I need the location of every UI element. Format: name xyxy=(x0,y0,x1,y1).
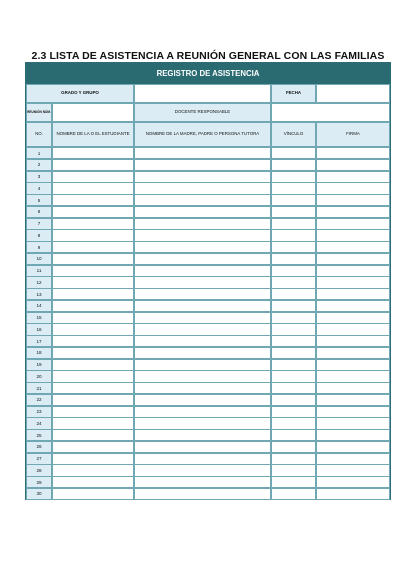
firma-field[interactable] xyxy=(316,417,390,429)
student-name-field[interactable] xyxy=(52,229,134,241)
firma-field[interactable] xyxy=(316,488,390,500)
vinculo-field[interactable] xyxy=(271,323,316,335)
tutor-name-field[interactable] xyxy=(134,171,271,183)
tutor-name-field[interactable] xyxy=(134,182,271,194)
tutor-name-field[interactable] xyxy=(134,265,271,277)
firma-field[interactable] xyxy=(316,265,390,277)
tutor-name-field[interactable] xyxy=(134,194,271,206)
vinculo-field[interactable] xyxy=(271,417,316,429)
vinculo-field[interactable] xyxy=(271,441,316,453)
student-name-field[interactable] xyxy=(52,288,134,300)
tutor-name-field[interactable] xyxy=(134,312,271,324)
row-number: 6 xyxy=(26,206,52,218)
row-number: 25 xyxy=(26,429,52,441)
tutor-name-field[interactable] xyxy=(134,359,271,371)
docente-label: DOCENTE RESPONSABLE xyxy=(134,103,271,122)
tutor-name-field[interactable] xyxy=(134,241,271,253)
firma-field[interactable] xyxy=(316,159,390,171)
firma-field[interactable] xyxy=(316,218,390,230)
reunion-label: REUNIÓN NÚM. xyxy=(26,103,52,122)
grado-grupo-field[interactable] xyxy=(134,84,271,103)
student-name-field[interactable] xyxy=(52,453,134,465)
vinculo-field[interactable] xyxy=(271,359,316,371)
vinculo-field[interactable] xyxy=(271,147,316,159)
student-name-field[interactable] xyxy=(52,347,134,359)
row-number: 17 xyxy=(26,335,52,347)
vinculo-field[interactable] xyxy=(271,159,316,171)
row-number: 29 xyxy=(26,476,52,488)
header-firma: FIRMA xyxy=(316,122,390,147)
tutor-name-field[interactable] xyxy=(134,441,271,453)
row-number: 28 xyxy=(26,464,52,476)
row-number: 7 xyxy=(26,218,52,230)
tutor-name-field[interactable] xyxy=(134,147,271,159)
header-tutor: NOMBRE DE LA MADRE, PADRE O PERSONA TUTORA xyxy=(134,122,271,147)
reunion-field[interactable] xyxy=(52,103,134,122)
student-name-field[interactable] xyxy=(52,488,134,500)
firma-field[interactable] xyxy=(316,359,390,371)
row-number: 11 xyxy=(26,265,52,277)
row-number: 10 xyxy=(26,253,52,265)
row-number: 26 xyxy=(26,441,52,453)
fecha-field[interactable] xyxy=(316,84,390,103)
firma-field[interactable] xyxy=(316,276,390,288)
firma-field[interactable] xyxy=(316,206,390,218)
vinculo-field[interactable] xyxy=(271,288,316,300)
tutor-name-field[interactable] xyxy=(134,229,271,241)
firma-field[interactable] xyxy=(316,229,390,241)
firma-field[interactable] xyxy=(316,312,390,324)
tutor-name-field[interactable] xyxy=(134,464,271,476)
vinculo-field[interactable] xyxy=(271,370,316,382)
header-vinculo: VÍNCULO xyxy=(271,122,316,147)
row-number: 5 xyxy=(26,194,52,206)
student-name-field[interactable] xyxy=(52,206,134,218)
row-number: 24 xyxy=(26,417,52,429)
firma-field[interactable] xyxy=(316,171,390,183)
firma-field[interactable] xyxy=(316,241,390,253)
student-name-field[interactable] xyxy=(52,218,134,230)
row-number: 3 xyxy=(26,171,52,183)
firma-field[interactable] xyxy=(316,382,390,394)
vinculo-field[interactable] xyxy=(271,312,316,324)
student-name-field[interactable] xyxy=(52,323,134,335)
row-number: 14 xyxy=(26,300,52,312)
student-name-field[interactable] xyxy=(52,417,134,429)
firma-field[interactable] xyxy=(316,182,390,194)
student-name-field[interactable] xyxy=(52,406,134,418)
student-name-field[interactable] xyxy=(52,147,134,159)
student-name-field[interactable] xyxy=(52,276,134,288)
row-number: 21 xyxy=(26,382,52,394)
vinculo-field[interactable] xyxy=(271,476,316,488)
vinculo-field[interactable] xyxy=(271,182,316,194)
student-name-field[interactable] xyxy=(52,429,134,441)
vinculo-field[interactable] xyxy=(271,347,316,359)
row-number: 18 xyxy=(26,347,52,359)
firma-field[interactable] xyxy=(316,441,390,453)
student-name-field[interactable] xyxy=(52,441,134,453)
tutor-name-field[interactable] xyxy=(134,382,271,394)
firma-field[interactable] xyxy=(316,394,390,406)
firma-field[interactable] xyxy=(316,370,390,382)
tutor-name-field[interactable] xyxy=(134,218,271,230)
vinculo-field[interactable] xyxy=(271,229,316,241)
row-number: 12 xyxy=(26,276,52,288)
header-no: NO. xyxy=(26,122,52,147)
firma-field[interactable] xyxy=(316,288,390,300)
vinculo-field[interactable] xyxy=(271,464,316,476)
vinculo-field[interactable] xyxy=(271,394,316,406)
registro-banner: REGISTRO DE ASISTENCIA xyxy=(26,63,390,84)
tutor-name-field[interactable] xyxy=(134,206,271,218)
student-name-field[interactable] xyxy=(52,370,134,382)
vinculo-field[interactable] xyxy=(271,335,316,347)
row-number: 8 xyxy=(26,229,52,241)
firma-field[interactable] xyxy=(316,429,390,441)
vinculo-field[interactable] xyxy=(271,171,316,183)
vinculo-field[interactable] xyxy=(271,406,316,418)
student-name-field[interactable] xyxy=(52,159,134,171)
vinculo-field[interactable] xyxy=(271,218,316,230)
row-number: 20 xyxy=(26,370,52,382)
firma-field[interactable] xyxy=(316,300,390,312)
firma-field[interactable] xyxy=(316,335,390,347)
row-number: 2 xyxy=(26,159,52,171)
tutor-name-field[interactable] xyxy=(134,370,271,382)
student-name-field[interactable] xyxy=(52,464,134,476)
vinculo-field[interactable] xyxy=(271,265,316,277)
row-number: 30 xyxy=(26,488,52,500)
firma-field[interactable] xyxy=(316,253,390,265)
tutor-name-field[interactable] xyxy=(134,300,271,312)
student-name-field[interactable] xyxy=(52,476,134,488)
firma-field[interactable] xyxy=(316,347,390,359)
vinculo-field[interactable] xyxy=(271,300,316,312)
tutor-name-field[interactable] xyxy=(134,276,271,288)
student-name-field[interactable] xyxy=(52,253,134,265)
firma-field[interactable] xyxy=(316,476,390,488)
vinculo-field[interactable] xyxy=(271,429,316,441)
row-number: 22 xyxy=(26,394,52,406)
document-title: 2.3 LISTA DE ASISTENCIA A REUNIÓN GENERAL CON LAS FAMILIAS xyxy=(31,50,385,62)
tutor-name-field[interactable] xyxy=(134,476,271,488)
row-number: 27 xyxy=(26,453,52,465)
student-name-field[interactable] xyxy=(52,335,134,347)
student-name-field[interactable] xyxy=(52,194,134,206)
header-estudiante: NOMBRE DE LA O EL ESTUDIANTE xyxy=(52,122,134,147)
tutor-name-field[interactable] xyxy=(134,347,271,359)
tutor-name-field[interactable] xyxy=(134,429,271,441)
firma-field[interactable] xyxy=(316,147,390,159)
vinculo-field[interactable] xyxy=(271,241,316,253)
firma-field[interactable] xyxy=(316,194,390,206)
student-name-field[interactable] xyxy=(52,265,134,277)
vinculo-field[interactable] xyxy=(271,206,316,218)
vinculo-field[interactable] xyxy=(271,453,316,465)
fecha-label: FECHA xyxy=(271,84,316,103)
tutor-name-field[interactable] xyxy=(134,488,271,500)
student-name-field[interactable] xyxy=(52,312,134,324)
vinculo-field[interactable] xyxy=(271,276,316,288)
student-name-field[interactable] xyxy=(52,182,134,194)
row-number: 19 xyxy=(26,359,52,371)
row-number: 1 xyxy=(26,147,52,159)
row-number: 9 xyxy=(26,241,52,253)
student-name-field[interactable] xyxy=(52,300,134,312)
firma-field[interactable] xyxy=(316,323,390,335)
row-number: 13 xyxy=(26,288,52,300)
docente-field[interactable] xyxy=(271,103,390,122)
vinculo-field[interactable] xyxy=(271,382,316,394)
attendance-sheet xyxy=(25,62,391,500)
vinculo-field[interactable] xyxy=(271,488,316,500)
tutor-name-field[interactable] xyxy=(134,394,271,406)
row-number: 23 xyxy=(26,406,52,418)
student-name-field[interactable] xyxy=(52,394,134,406)
tutor-name-field[interactable] xyxy=(134,288,271,300)
row-number: 15 xyxy=(26,312,52,324)
tutor-name-field[interactable] xyxy=(134,323,271,335)
student-name-field[interactable] xyxy=(52,382,134,394)
firma-field[interactable] xyxy=(316,406,390,418)
tutor-name-field[interactable] xyxy=(134,406,271,418)
row-number: 4 xyxy=(26,182,52,194)
firma-field[interactable] xyxy=(316,464,390,476)
tutor-name-field[interactable] xyxy=(134,335,271,347)
tutor-name-field[interactable] xyxy=(134,159,271,171)
vinculo-field[interactable] xyxy=(271,253,316,265)
row-number: 16 xyxy=(26,323,52,335)
student-name-field[interactable] xyxy=(52,241,134,253)
tutor-name-field[interactable] xyxy=(134,453,271,465)
student-name-field[interactable] xyxy=(52,359,134,371)
firma-field[interactable] xyxy=(316,453,390,465)
tutor-name-field[interactable] xyxy=(134,417,271,429)
grado-grupo-label: GRADO Y GRUPO xyxy=(26,84,134,103)
tutor-name-field[interactable] xyxy=(134,253,271,265)
student-name-field[interactable] xyxy=(52,171,134,183)
vinculo-field[interactable] xyxy=(271,194,316,206)
